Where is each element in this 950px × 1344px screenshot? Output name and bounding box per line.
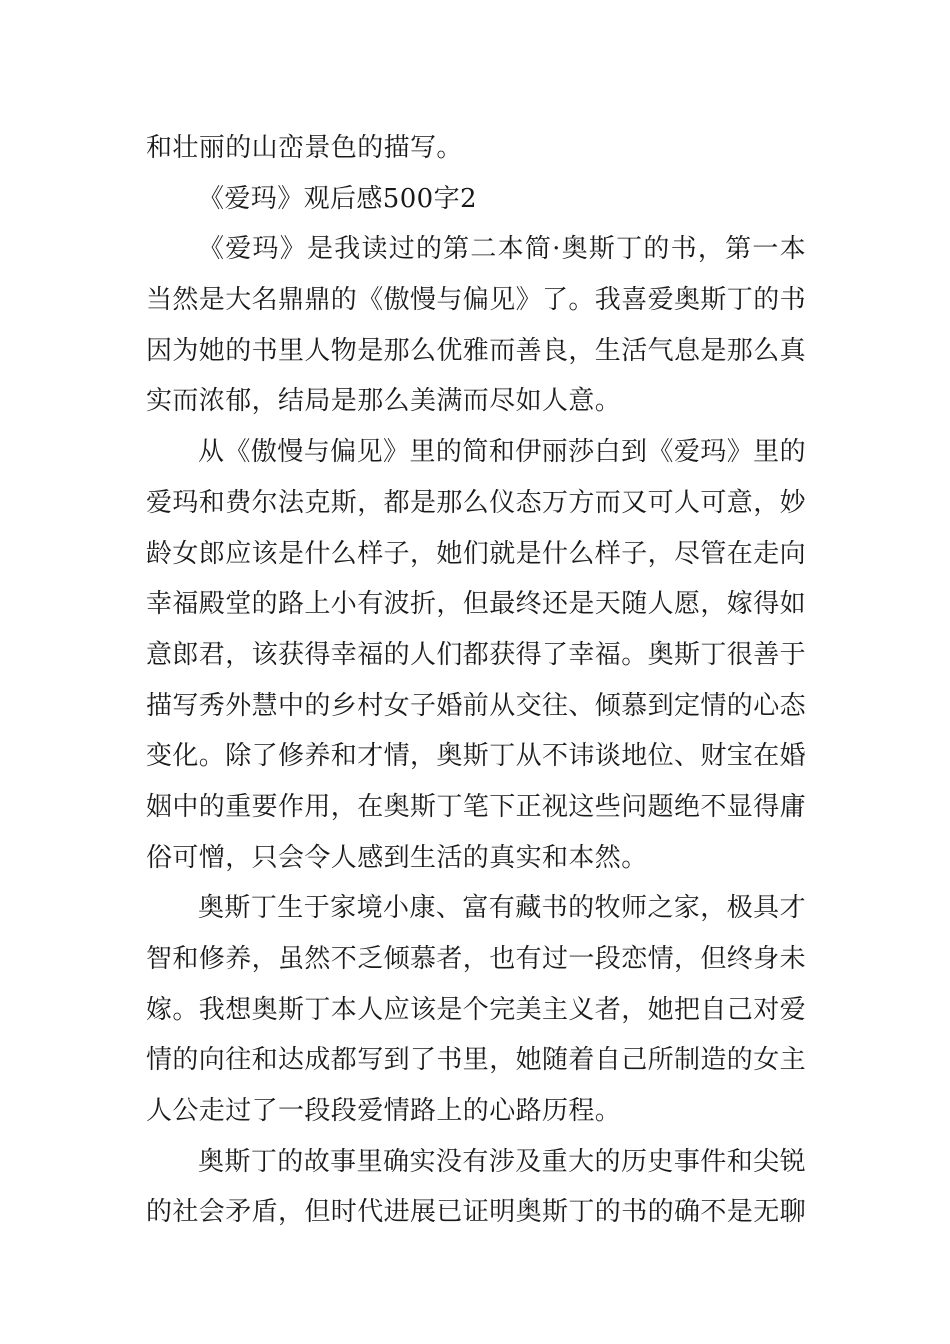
text-line: 嫁。我想奥斯丁本人应该是个完美主义者，她把自己对爱 — [146, 994, 807, 1025]
text-line: 实而浓郁，结局是那么美满而尽如人意。 — [146, 386, 622, 417]
text-line: 龄女郎应该是什么样子，她们就是什么样子，尽管在走向 — [146, 538, 807, 569]
text-line: 俗可憎，只会令人感到生活的真实和本然。 — [146, 842, 648, 873]
text-line: 因为她的书里人物是那么优雅而善良，生活气息是那么真 — [146, 335, 807, 366]
text-line: 和壮丽的山峦景色的描写。 — [146, 133, 463, 163]
text-line: 当然是大名鼎鼎的《傲慢与偏见》了。我喜爱奥斯丁的书 — [146, 285, 807, 316]
text-line: 爱玛和费尔法克斯，都是那么仪态万方而又可人可意，妙 — [146, 487, 807, 518]
text-line: 幸福殿堂的路上小有波折，但最终还是天随人愿，嫁得如 — [146, 589, 807, 620]
text-line: 人公走过了一段段爱情路上的心路历程。 — [146, 1096, 622, 1127]
text-line: 奥斯丁生于家境小康、富有藏书的牧师之家，极具才 — [198, 893, 806, 924]
text-line: 奥斯丁的故事里确实没有涉及重大的历史事件和尖锐 — [198, 1146, 806, 1177]
text-line: 描写秀外慧中的乡村女子婚前从交往、倾慕到定情的心态 — [146, 690, 807, 721]
text-line: 姻中的重要作用，在奥斯丁笔下正视这些问题绝不显得庸 — [146, 791, 807, 822]
text-line: 的社会矛盾，但时代进展已证明奥斯丁的书的确不是无聊 — [146, 1197, 807, 1228]
text-line: 《爱玛》观后感500字2 — [198, 183, 477, 214]
text-line: 情的向往和达成都写到了书里，她随着自己所制造的女主 — [146, 1045, 807, 1076]
text-line: 智和修养，虽然不乏倾慕者，也有过一段恋情，但终身未 — [146, 944, 807, 974]
text-line: 意郎君，该获得幸福的人们都获得了幸福。奥斯丁很善于 — [146, 639, 807, 670]
document-body-text — [146, 123, 806, 1238]
text-line: 《爱玛》是我读过的第二本简·奥斯丁的书，第一本 — [198, 234, 806, 265]
text-line: 变化。除了修养和才情，奥斯丁从不讳谈地位、财宝在婚 — [146, 741, 807, 772]
text-line: 从《傲慢与偏见》里的简和伊丽莎白到《爱玛》里的 — [198, 437, 806, 468]
